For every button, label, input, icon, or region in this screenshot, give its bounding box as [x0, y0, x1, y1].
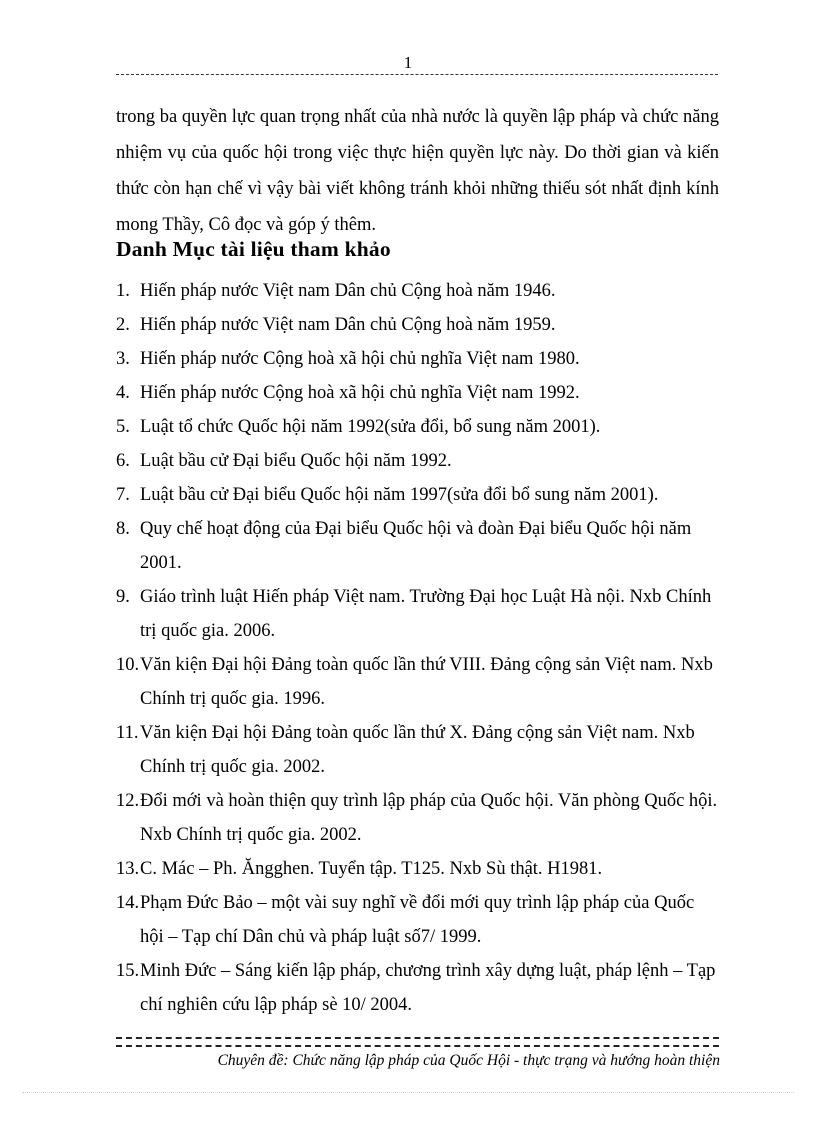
reference-text: Phạm Đức Bảo – một vài suy nghĩ về đổi mới quy trình lập pháp của Quốc hội – Tạp chí Dân chủ và pháp luật số7/ 1999.: [140, 893, 695, 947]
references-list: [116, 274, 719, 1022]
reference-number: 5.: [116, 417, 130, 437]
reference-item: [116, 784, 719, 852]
reference-number: 14.: [116, 893, 140, 913]
reference-text: Hiến pháp nước Việt nam Dân chủ Cộng hoà năm 1946.: [140, 281, 556, 301]
reference-number: 13.: [116, 859, 140, 879]
reference-text: Văn kiện Đại hội Đảng toàn quốc lần thứ X. Đảng cộng sản Việt nam. Nxb Chính trị quốc gia. 2002.: [140, 723, 695, 777]
reference-text: Quy chế hoạt động của Đại biểu Quốc hội và đoàn Đại biểu Quốc hội năm 2001.: [140, 519, 692, 573]
reference-item: [116, 274, 719, 308]
reference-number: 9.: [116, 587, 130, 607]
reference-item: [116, 376, 719, 410]
reference-item: [116, 410, 719, 444]
reference-item: [116, 308, 719, 342]
footer-double-rule: [116, 1037, 719, 1047]
reference-item: [116, 886, 719, 954]
reference-text: Đổi mới và hoàn thiện quy trình lập pháp của Quốc hội. Văn phòng Quốc hội. Nxb Chính trị quốc gia. 2002.: [140, 791, 718, 845]
reference-number: 3.: [116, 349, 130, 369]
reference-item: [116, 852, 719, 886]
reference-number: 15.: [116, 961, 140, 981]
reference-text: Hiến pháp nước Cộng hoà xã hội chủ nghĩa Việt nam 1992.: [140, 383, 580, 403]
reference-text: Luật bầu cử Đại biểu Quốc hội năm 1992.: [140, 451, 452, 471]
reference-text: Luật bầu cử Đại biểu Quốc hội năm 1997(sửa đổi bổ sung năm 2001).: [140, 485, 659, 505]
reference-item: [116, 716, 719, 784]
reference-number: 2.: [116, 315, 130, 335]
reference-item: [116, 444, 719, 478]
reference-text: Văn kiện Đại hội Đảng toàn quốc lần thứ VIII. Đảng cộng sản Việt nam. Nxb Chính trị quốc gia. 1996.: [140, 655, 713, 709]
reference-item: [116, 648, 719, 716]
reference-number: 12.: [116, 791, 140, 811]
intro-text: trong ba quyền lực quan trọng nhất của nhà nước là quyền lập pháp và chức năng nhiệm vụ của quốc hội trong việc thực hiện quyền lực này. Do thời gian và kiến thức còn hạn chế vì vậy bài viết không tránh khỏi những thiếu sót nhất định kính mong Thầy, Cô đọc và góp ý thêm.: [116, 107, 719, 235]
page-number: 1: [403, 53, 413, 72]
reference-number: 7.: [116, 485, 130, 505]
reference-number: 1.: [116, 281, 130, 301]
footer-document-title: Chuyên đề: Chức năng lập pháp của Quốc Hội - thực trạng và hướng hoàn thiện: [217, 1052, 720, 1069]
header-dashed-rule: [116, 74, 718, 75]
reference-item: [116, 954, 719, 1022]
reference-item: [116, 342, 719, 376]
reference-text: Giáo trình luật Hiến pháp Việt nam. Trường Đại học Luật Hà nội. Nxb Chính trị quốc gia. 2006.: [140, 587, 712, 641]
reference-number: 8.: [116, 519, 130, 539]
reference-number: 6.: [116, 451, 130, 471]
intro-paragraph: [116, 99, 719, 243]
reference-text: Hiến pháp nước Việt nam Dân chủ Cộng hoà năm 1959.: [140, 315, 556, 335]
reference-item: [116, 580, 719, 648]
reference-text: Luật tổ chức Quốc hội năm 1992(sửa đổi, bổ sung năm 2001).: [140, 417, 601, 437]
reference-text: C. Mác – Ph. Ăngghen. Tuyển tập. T125. Nxb Sù thật. H1981.: [140, 859, 603, 879]
reference-text: Hiến pháp nước Cộng hoà xã hội chủ nghĩa Việt nam 1980.: [140, 349, 580, 369]
page-bottom-dotted-line: [22, 1092, 794, 1093]
reference-number: 10.: [116, 655, 140, 675]
reference-item: [116, 478, 719, 512]
reference-text: Minh Đức – Sáng kiến lập pháp, chương trình xây dựng luật, pháp lệnh – Tạp chí nghiên cứu lập pháp sè 10/ 2004.: [140, 961, 716, 1015]
reference-number: 11.: [116, 723, 139, 743]
reference-item: [116, 512, 719, 580]
references-heading: Danh Mục tài liệu tham khảo: [116, 237, 391, 261]
reference-number: 4.: [116, 383, 130, 403]
